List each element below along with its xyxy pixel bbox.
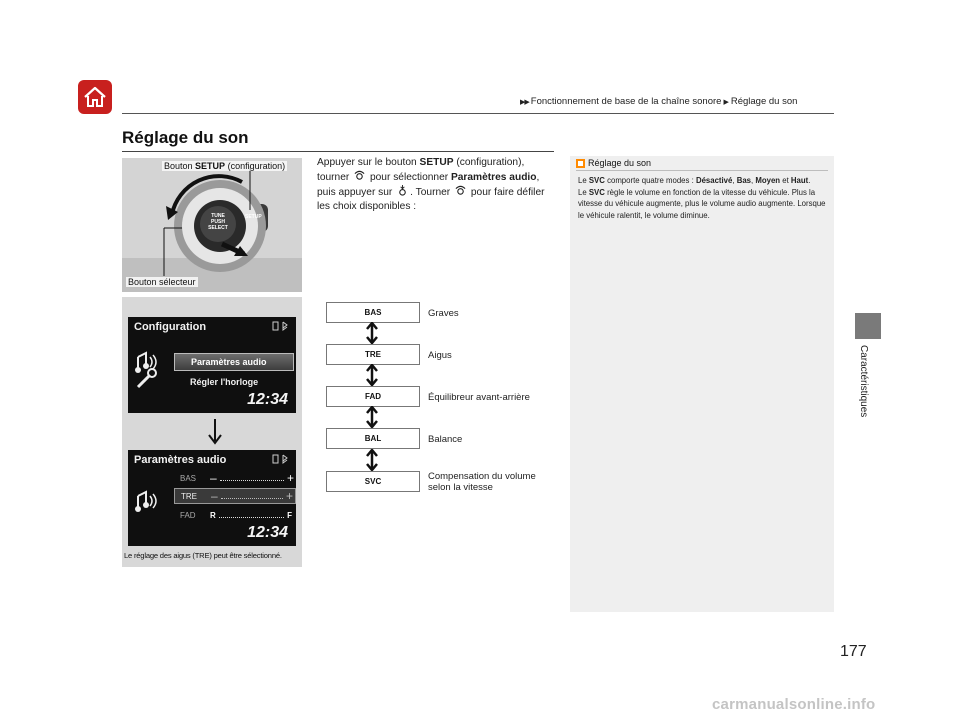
eq-row-bas[interactable] xyxy=(174,470,296,486)
breadcrumb-arrow-icon: ▶▶ xyxy=(520,98,529,106)
watermark: carmanualsonline.info xyxy=(712,696,876,713)
eq-scale xyxy=(221,493,283,499)
note-body xyxy=(578,175,828,221)
breadcrumb-section[interactable]: Fonctionnement de base de la chaîne sonore xyxy=(530,96,722,107)
note-text: et xyxy=(782,176,789,185)
mode-desc-fad: Équilibreur avant-arrière xyxy=(428,392,530,403)
chapter-tab[interactable] xyxy=(855,313,881,339)
eq-row-label: BAS xyxy=(180,473,197,483)
breadcrumb-current: Réglage du son xyxy=(730,96,798,107)
breadcrumb-separator-icon: ▶ xyxy=(723,98,729,106)
breadcrumb xyxy=(520,96,797,107)
eq-fad-right: F xyxy=(287,510,292,520)
screen-title: Configuration xyxy=(134,321,207,333)
intro-text: pour faire défiler les choix disponibles : xyxy=(317,187,545,212)
note-paragraph xyxy=(578,187,828,222)
eq-minus: – xyxy=(211,489,218,503)
selector-knob-caption: Bouton sélecteur xyxy=(128,277,196,287)
note-text: Le xyxy=(578,187,587,197)
audio-settings-icon xyxy=(134,349,168,391)
mode-desc-bas: Graves xyxy=(428,308,459,319)
setup-button-caption xyxy=(162,161,287,171)
intro-text: pour sélectionner xyxy=(369,172,449,183)
note-keyword: Désactivé xyxy=(695,176,733,185)
note-keyword: Haut xyxy=(790,176,809,185)
eq-minus: – xyxy=(210,471,217,485)
title-divider xyxy=(122,151,554,152)
note-text: règle le volume en fonction de la vitesse du véhicule. Plus la vitesse du véhicule augmente, plus le volume audio augmente. Lorsque le véhicule ralentit, le volume diminue. xyxy=(578,187,826,220)
home-icon[interactable] xyxy=(78,80,112,114)
press-knob-icon xyxy=(397,185,408,196)
screen-caption: Le réglage des aigus (TRE) peut être sélectionné. xyxy=(124,551,282,560)
intro-text: , puis appuyer sur xyxy=(317,172,540,198)
eq-scale xyxy=(219,512,284,518)
setup-caption-key: SETUP xyxy=(195,161,226,171)
setup-caption-suffix: (configuration) xyxy=(227,161,286,171)
header-divider xyxy=(122,113,834,114)
bluetooth-status-icon xyxy=(272,321,290,331)
page-number: 177 xyxy=(840,643,867,660)
note-text: Le xyxy=(578,176,587,185)
intro-keyword: SETUP xyxy=(419,157,454,168)
intro-text: . Tourner xyxy=(410,187,451,198)
double-arrow-icon xyxy=(365,449,379,471)
note-keyword: Moyen xyxy=(755,176,781,185)
intro-text: (configuration), tourner xyxy=(317,157,525,183)
mode-desc-svc xyxy=(428,471,536,493)
screen-title: Paramètres audio xyxy=(134,454,227,466)
rotate-knob-icon xyxy=(455,185,466,196)
intro-paragraph xyxy=(317,156,557,214)
note-paragraph: Le SVC comporte quatre modes : Désactivé, Bas, Moyen et Haut. xyxy=(578,176,811,185)
mode-box-fad: FAD xyxy=(326,386,420,407)
mode-desc-line: selon la vitesse xyxy=(428,482,493,493)
mode-desc-bal: Balance xyxy=(428,434,463,445)
screen-clock: 12:34 xyxy=(247,391,288,408)
mode-desc-tre: Aigus xyxy=(428,350,452,361)
audio-settings-screen xyxy=(128,450,296,546)
eq-fad-left: R xyxy=(210,510,216,520)
note-keyword: Bas xyxy=(736,176,752,185)
mode-box-tre: TRE xyxy=(326,344,420,365)
double-arrow-icon xyxy=(365,406,379,428)
eq-row-label: TRE xyxy=(181,491,197,501)
chapter-label xyxy=(852,345,872,445)
intro-text: Appuyer sur le bouton xyxy=(317,157,417,168)
note-text: comporte quatre modes : xyxy=(607,176,694,185)
audio-icon xyxy=(134,482,168,524)
eq-scale xyxy=(220,475,284,481)
intro-keyword: Paramètres audio xyxy=(450,172,537,183)
rotate-knob-icon xyxy=(354,170,365,181)
note-heading xyxy=(576,158,651,168)
mode-box-svc: SVC xyxy=(326,471,420,492)
eq-plus: + xyxy=(285,489,293,503)
screen-clock: 12:34 xyxy=(247,524,288,541)
configuration-screen xyxy=(128,317,296,413)
setup-button-label: SETUP xyxy=(245,214,262,220)
note-keyword: SVC xyxy=(588,176,605,185)
note-keyword: SVC xyxy=(588,187,605,197)
mode-desc-line: Compensation du volume xyxy=(428,471,536,482)
double-arrow-icon xyxy=(365,364,379,386)
menu-item-clock-settings[interactable]: Régler l'horloge xyxy=(190,377,259,387)
menu-item-audio-settings[interactable]: Paramètres audio xyxy=(174,353,294,371)
bluetooth-status-icon xyxy=(272,454,290,464)
side-note xyxy=(570,156,834,612)
eq-row-label: FAD xyxy=(180,510,196,520)
page-title: Réglage du son xyxy=(122,128,249,147)
setup-caption-prefix: Bouton xyxy=(164,161,193,171)
mode-box-bal: BAL xyxy=(326,428,420,449)
note-icon xyxy=(576,159,585,168)
double-arrow-icon xyxy=(365,322,379,344)
eq-row-fad[interactable] xyxy=(174,507,296,523)
note-divider xyxy=(576,170,828,171)
down-arrow-icon xyxy=(208,419,222,445)
eq-row-tre[interactable] xyxy=(174,488,296,504)
knob-label: TUNE PUSH SELECT xyxy=(208,213,228,231)
eq-plus: + xyxy=(286,471,294,485)
chapter-label-text: Caractéristiques xyxy=(858,345,869,418)
note-heading-text: Réglage du son xyxy=(588,158,652,168)
audio-screens-panel xyxy=(122,297,302,567)
mode-box-bas: BAS xyxy=(326,302,420,323)
